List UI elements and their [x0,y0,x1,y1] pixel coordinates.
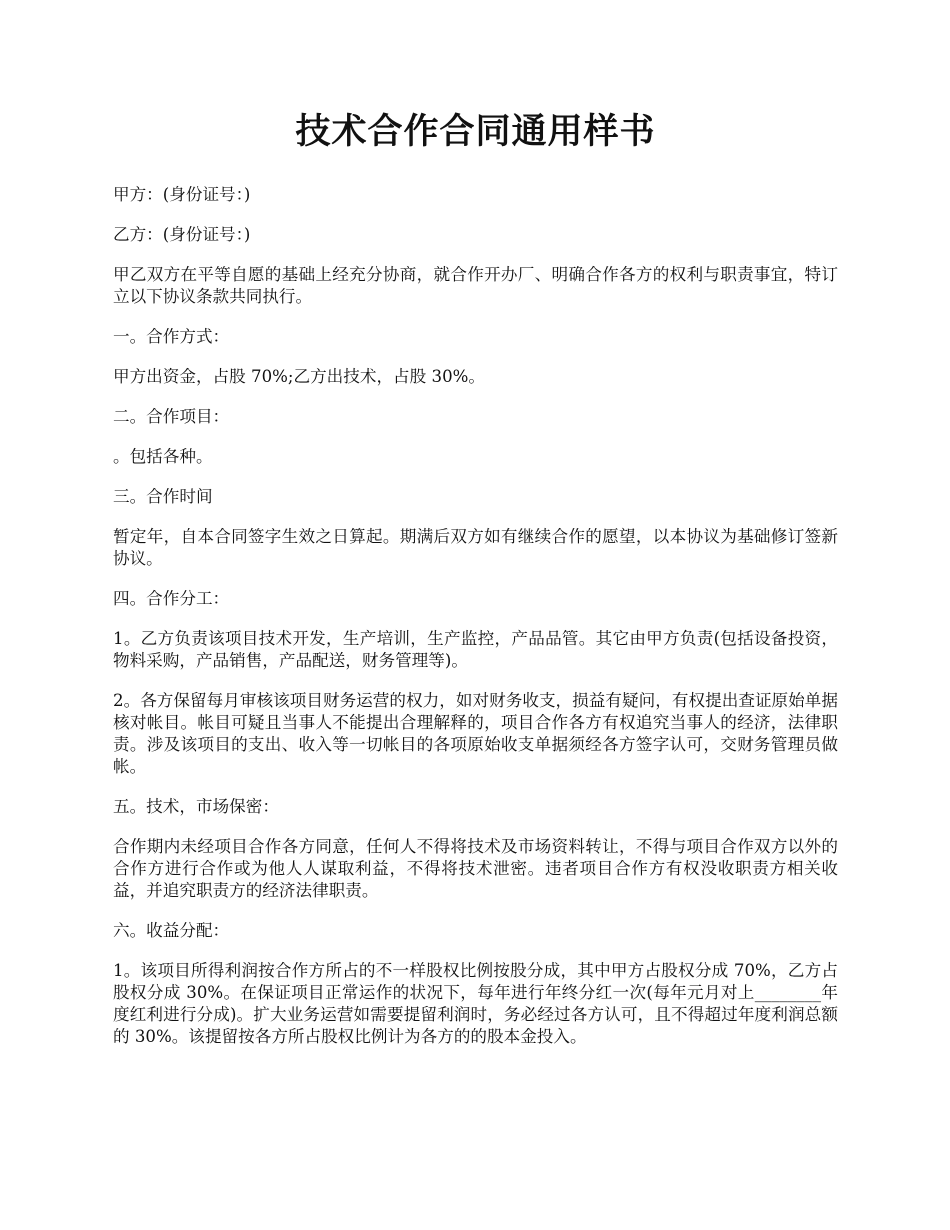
division-item-1: 1。乙方负责该项目技术开发，生产培训，生产监控，产品品管。其它由甲方负责(包括设备投资，物料采购，产品销售，产品配送，财务管理等)。 [113,629,838,670]
party-b-line: 乙方：(身份证号：) [113,225,251,244]
document-title: 技术合作合同通用样书 [295,111,656,152]
section-heading-cooperation-project: 二。合作项目： [113,407,230,426]
cooperation-method-paragraph: 甲方出资金，占股 70%;乙方出技术，占股 30%。 [113,367,485,386]
division-item-2: 2。各方保留每月审核该项目财务运营的权力，如对财务收支，损益有疑问，有权提出查证原始单据核对帐目。帐目可疑且当事人不能提出合理解释的，项目合作各方有权追究当事人的经济，法律职责。涉及该项目的支出、收入等一切帐目的各项原始收支单据须经各方签字认可，交财务管理员做帐。 [113,691,838,776]
section-heading-division-of-labor: 四。合作分工： [113,589,230,608]
preamble-paragraph: 甲乙双方在平等自愿的基础上经充分协商，就合作开办厂、明确合作各方的权利与职责事宜，特订立以下协议条款共同执行。 [113,265,838,306]
cooperation-time-paragraph: 暂定年，自本合同签字生效之日算起。期满后双方如有继续合作的愿望，以本协议为基础修订签新协议。 [113,527,838,568]
section-heading-profit-distribution: 六。收益分配： [113,921,230,940]
party-a-line: 甲方：(身份证号：) [113,185,251,204]
section-heading-cooperation-time: 三。合作时间 [113,487,213,506]
profit-distribution-item-1: 1。该项目所得利润按合作方所占的不一样股权比例按股分成，其中甲方占股权分成 70%，乙方占股权分成 30%。在保证项目正常运作的状况下，每年进行年终分红一次(每年元月对上________年度红利进行分成)。扩大业务运营如需要提留利润时，务必经过各方认可，且不得超过年度利润总额的 30%。该提留按各方所占股权比例计为各方的的股本金投入。 [113,961,838,1046]
confidentiality-paragraph: 合作期内未经项目合作各方同意，任何人不得将技术及市场资料转让，不得与项目合作双方以外的合作方进行合作或为他人人谋取利益，不得将技术泄密。违者项目合作方有权没收职责方相关收益，并追究职责方的经济法律职责。 [113,837,838,900]
section-heading-confidentiality: 五。技术，市场保密： [113,797,279,816]
cooperation-project-paragraph: 。包括各种。 [113,447,213,466]
section-heading-cooperation-method: 一。合作方式： [113,327,230,346]
